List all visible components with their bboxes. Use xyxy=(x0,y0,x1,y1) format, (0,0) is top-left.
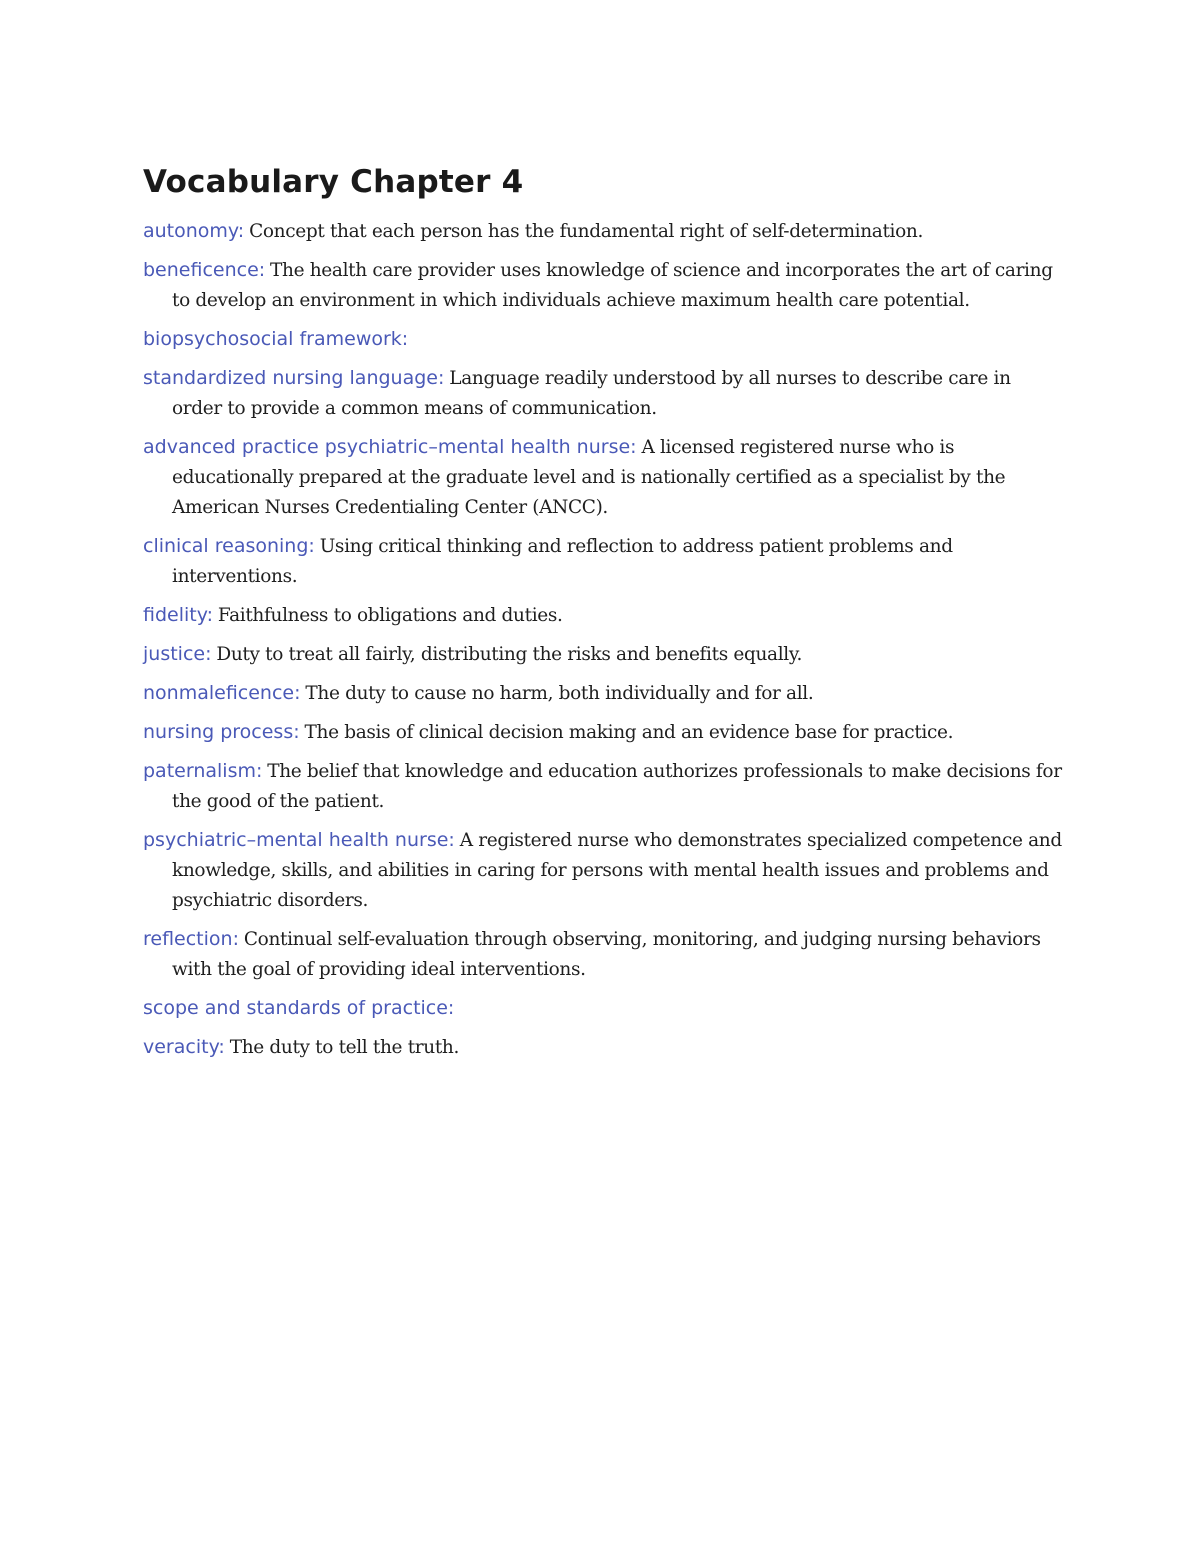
vocabulary-entry-advanced-practice-pmh-nurse xyxy=(143,432,1063,523)
vocabulary-entry-biopsychosocial-framework xyxy=(143,324,1063,355)
vocabulary-definition: Faithfulness to obligations and duties. xyxy=(217,605,563,626)
vocabulary-definition: The duty to cause no harm, both individually and for all. xyxy=(305,683,814,704)
vocabulary-entry-nonmaleficence xyxy=(143,678,1063,709)
vocabulary-term: justice: xyxy=(143,643,212,665)
vocabulary-definition: The health care provider uses knowledge of science and incorporates the art of caring to develop an environment in which individuals achieve maximum health care potential. xyxy=(172,260,1053,311)
vocabulary-term: advanced practice psychiatric–mental health nurse: xyxy=(143,436,637,458)
vocabulary-term: nonmaleficence: xyxy=(143,682,301,704)
page-title: Vocabulary Chapter 4 xyxy=(143,164,524,200)
vocabulary-term: autonomy: xyxy=(143,220,245,242)
vocabulary-entry-justice xyxy=(143,639,1063,670)
vocabulary-term: scope and standards of practice: xyxy=(143,997,455,1019)
vocabulary-term: veracity: xyxy=(143,1036,225,1058)
vocabulary-term: reflection: xyxy=(143,928,239,950)
vocabulary-definition: Duty to treat all fairly, distributing the risks and benefits equally. xyxy=(216,644,803,665)
vocabulary-entry-scope-and-standards xyxy=(143,993,1063,1024)
vocabulary-list xyxy=(143,216,1063,1063)
vocabulary-entry-reflection xyxy=(143,924,1063,985)
vocabulary-definition: Language readily understood by all nurses to describe care in order to provide a common means of communication. xyxy=(172,368,1011,419)
vocabulary-entry-pmh-nurse xyxy=(143,825,1063,916)
vocabulary-definition: The belief that knowledge and education authorizes professionals to make decisions for the good of the patient. xyxy=(172,761,1062,812)
vocabulary-entry-clinical-reasoning xyxy=(143,531,1063,592)
vocabulary-entry-nursing-process xyxy=(143,717,1063,748)
vocabulary-definition: The basis of clinical decision making and an evidence base for practice. xyxy=(304,722,954,743)
vocabulary-term: nursing process: xyxy=(143,721,300,743)
vocabulary-term: clinical reasoning: xyxy=(143,535,315,557)
vocabulary-term: biopsychosocial framework: xyxy=(143,328,409,350)
vocabulary-entry-standardized-nursing-language xyxy=(143,363,1063,424)
vocabulary-entry-beneficence xyxy=(143,255,1063,316)
vocabulary-definition: Continual self-evaluation through observing, monitoring, and judging nursing behaviors with the goal of providing ideal interventions. xyxy=(172,929,1041,980)
vocabulary-entry-autonomy xyxy=(143,216,1063,247)
vocabulary-entry-veracity xyxy=(143,1032,1063,1063)
vocabulary-term: beneficence: xyxy=(143,259,266,281)
vocabulary-definition: The duty to tell the truth. xyxy=(229,1037,460,1058)
vocabulary-term: standardized nursing language: xyxy=(143,367,445,389)
vocabulary-term: paternalism: xyxy=(143,760,263,782)
vocabulary-definition: Using critical thinking and reflection to address patient problems and interventions. xyxy=(172,536,953,587)
vocabulary-term: fidelity: xyxy=(143,604,213,626)
vocabulary-entry-paternalism xyxy=(143,756,1063,817)
vocabulary-definition: Concept that each person has the fundamental right of self-determination. xyxy=(249,221,924,242)
vocabulary-definition: A licensed registered nurse who is educationally prepared at the graduate level and is nationally certified as a specialist by the American Nurses Credentialing Center (ANCC). xyxy=(172,437,1006,518)
document-content xyxy=(143,160,1063,1071)
vocabulary-term: psychiatric–mental health nurse: xyxy=(143,829,455,851)
vocabulary-definition: A registered nurse who demonstrates specialized competence and knowledge, skills, and abilities in caring for persons with mental health issues and problems and psychiatric disorders. xyxy=(172,830,1062,911)
vocabulary-entry-fidelity xyxy=(143,600,1063,631)
